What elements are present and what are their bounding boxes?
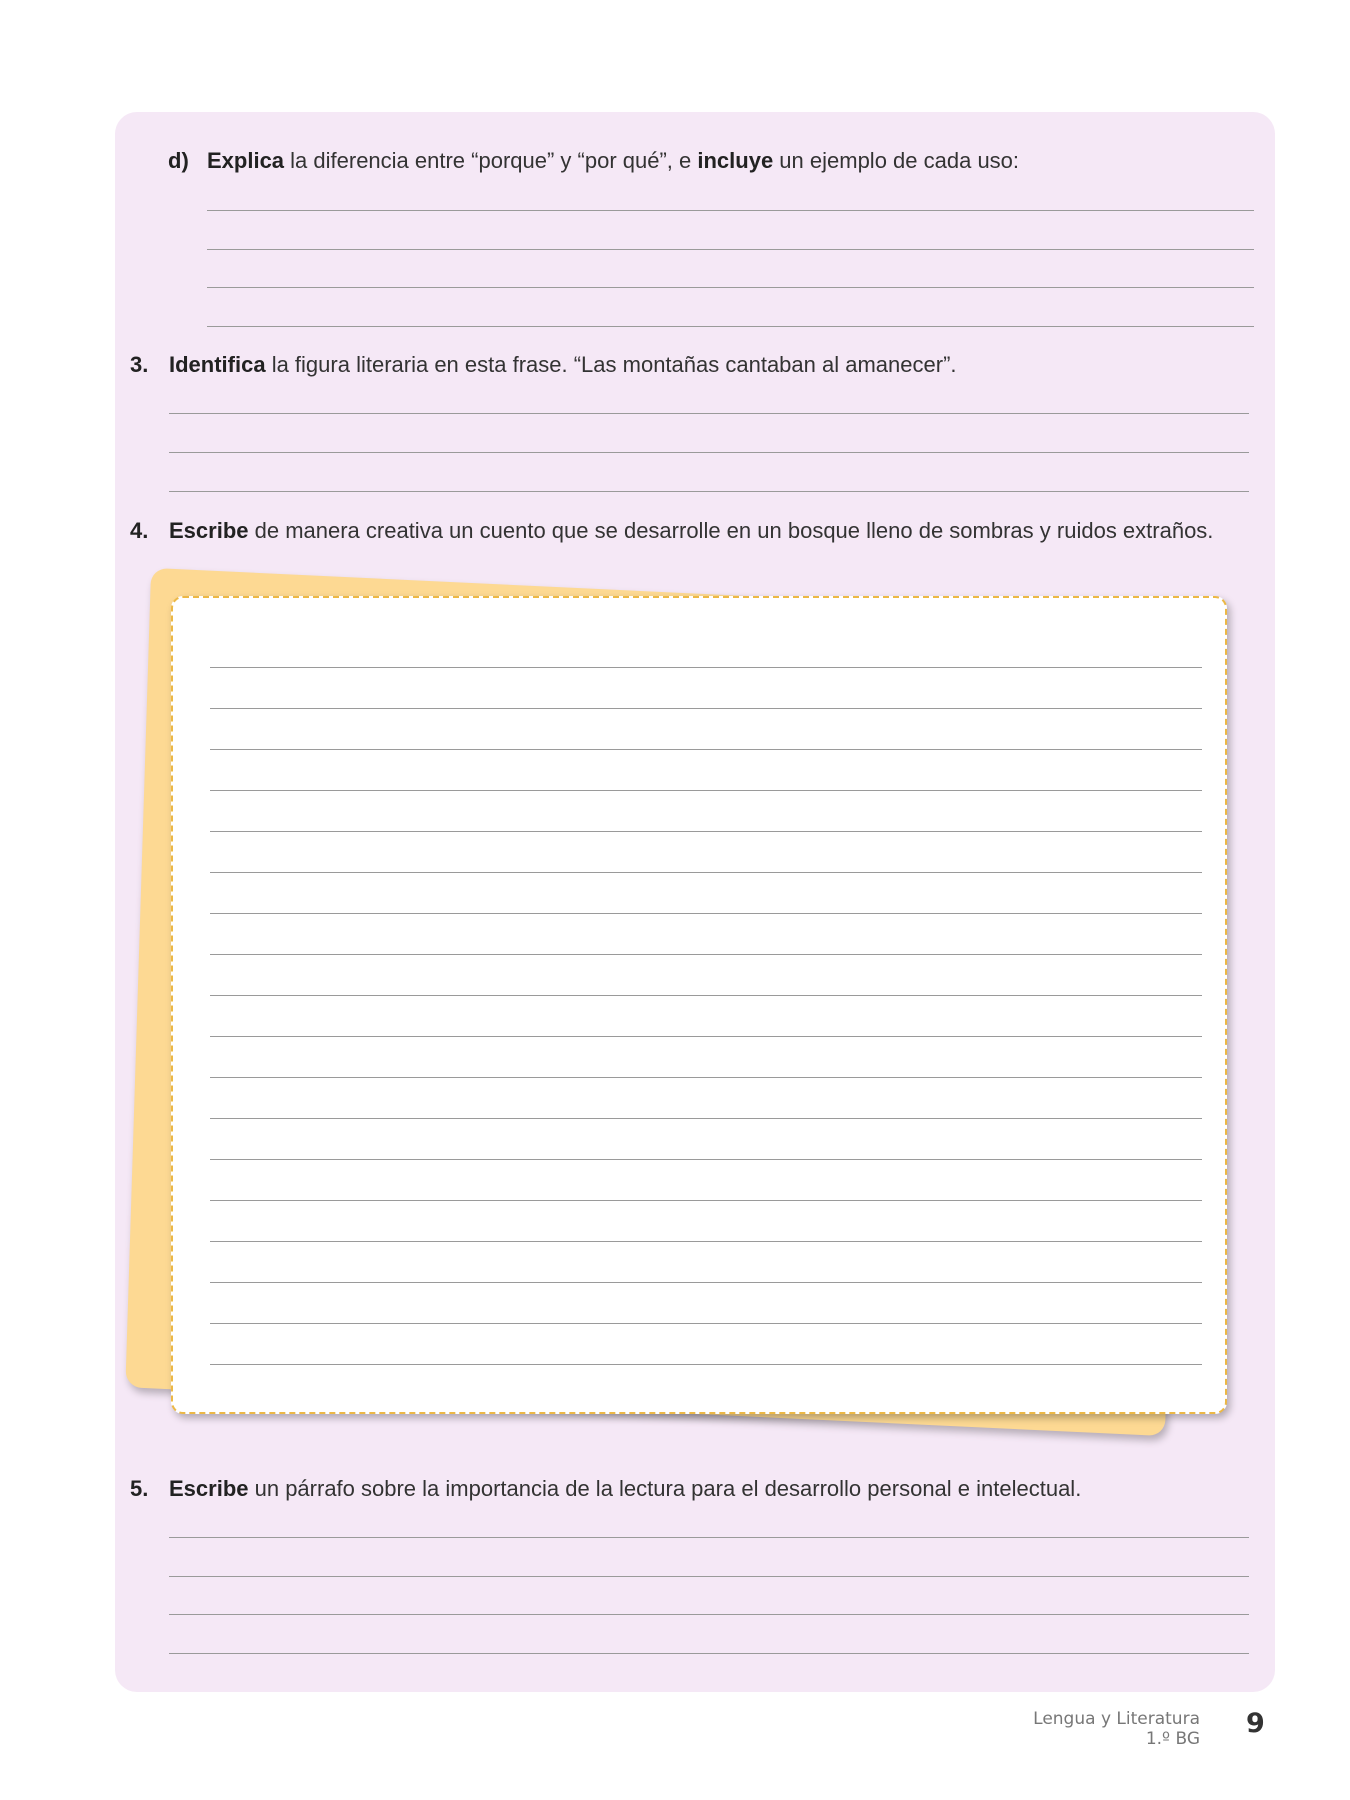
question-5-number: 5. bbox=[130, 1476, 149, 1501]
answer-line[interactable] bbox=[169, 1614, 1249, 1615]
sheet-line[interactable] bbox=[210, 667, 1202, 668]
sheet-line[interactable] bbox=[210, 1077, 1202, 1078]
footer-subject: Lengua y Literatura bbox=[1033, 1709, 1200, 1729]
answer-line[interactable] bbox=[169, 1653, 1249, 1654]
answer-line[interactable] bbox=[207, 326, 1254, 327]
sheet-line[interactable] bbox=[210, 1323, 1202, 1324]
sheet-line[interactable] bbox=[210, 954, 1202, 955]
question-d-verb2: incluye bbox=[697, 148, 774, 173]
sheet-line[interactable] bbox=[210, 708, 1202, 709]
answer-line[interactable] bbox=[169, 491, 1249, 492]
question-d-text2: un ejemplo de cada uso: bbox=[773, 148, 1020, 173]
sheet-line[interactable] bbox=[210, 1282, 1202, 1283]
sheet-line[interactable] bbox=[210, 1200, 1202, 1201]
sheet-line[interactable] bbox=[210, 872, 1202, 873]
question-3-text: la figura literaria en esta frase. “Las montañas cantaban al amanecer”. bbox=[265, 352, 957, 377]
question-4-number: 4. bbox=[130, 518, 149, 543]
question-3-number: 3. bbox=[130, 352, 149, 377]
answer-line[interactable] bbox=[169, 413, 1249, 414]
question-4-verb: Escribe bbox=[169, 518, 249, 543]
sheet-line[interactable] bbox=[210, 1118, 1202, 1119]
answer-line[interactable] bbox=[207, 249, 1254, 250]
sheet-line[interactable] bbox=[210, 1241, 1202, 1242]
sheet-line[interactable] bbox=[210, 913, 1202, 914]
question-d-verb: Explica bbox=[207, 148, 285, 173]
sheet-line[interactable] bbox=[210, 831, 1202, 832]
question-5-text: un párrafo sobre la importancia de la lectura para el desarrollo personal e intelectual. bbox=[248, 1476, 1082, 1501]
answer-line[interactable] bbox=[169, 1576, 1249, 1577]
question-d-label: d) bbox=[168, 148, 189, 173]
question-5-verb: Escribe bbox=[169, 1476, 249, 1501]
question-4-text: de manera creativa un cuento que se desarrolle en un bosque lleno de sombras y ruidos extraños. bbox=[248, 518, 1214, 543]
answer-line[interactable] bbox=[169, 1537, 1249, 1538]
question-3-verb: Identifica bbox=[169, 352, 266, 377]
question-d-text1: la diferencia entre “porque” y “por qué”, e bbox=[284, 148, 698, 173]
answer-line[interactable] bbox=[169, 452, 1249, 453]
answer-line[interactable] bbox=[207, 287, 1254, 288]
sheet-line[interactable] bbox=[210, 995, 1202, 996]
sheet-line[interactable] bbox=[210, 790, 1202, 791]
sheet-line[interactable] bbox=[210, 1036, 1202, 1037]
sheet-line[interactable] bbox=[210, 749, 1202, 750]
sheet-line[interactable] bbox=[210, 1159, 1202, 1160]
story-writing-sheet[interactable] bbox=[171, 596, 1227, 1414]
footer-grade: 1.º BG bbox=[1145, 1729, 1200, 1749]
answer-line[interactable] bbox=[207, 210, 1254, 211]
page-number: 9 bbox=[1246, 1708, 1265, 1739]
sheet-line[interactable] bbox=[210, 1364, 1202, 1365]
